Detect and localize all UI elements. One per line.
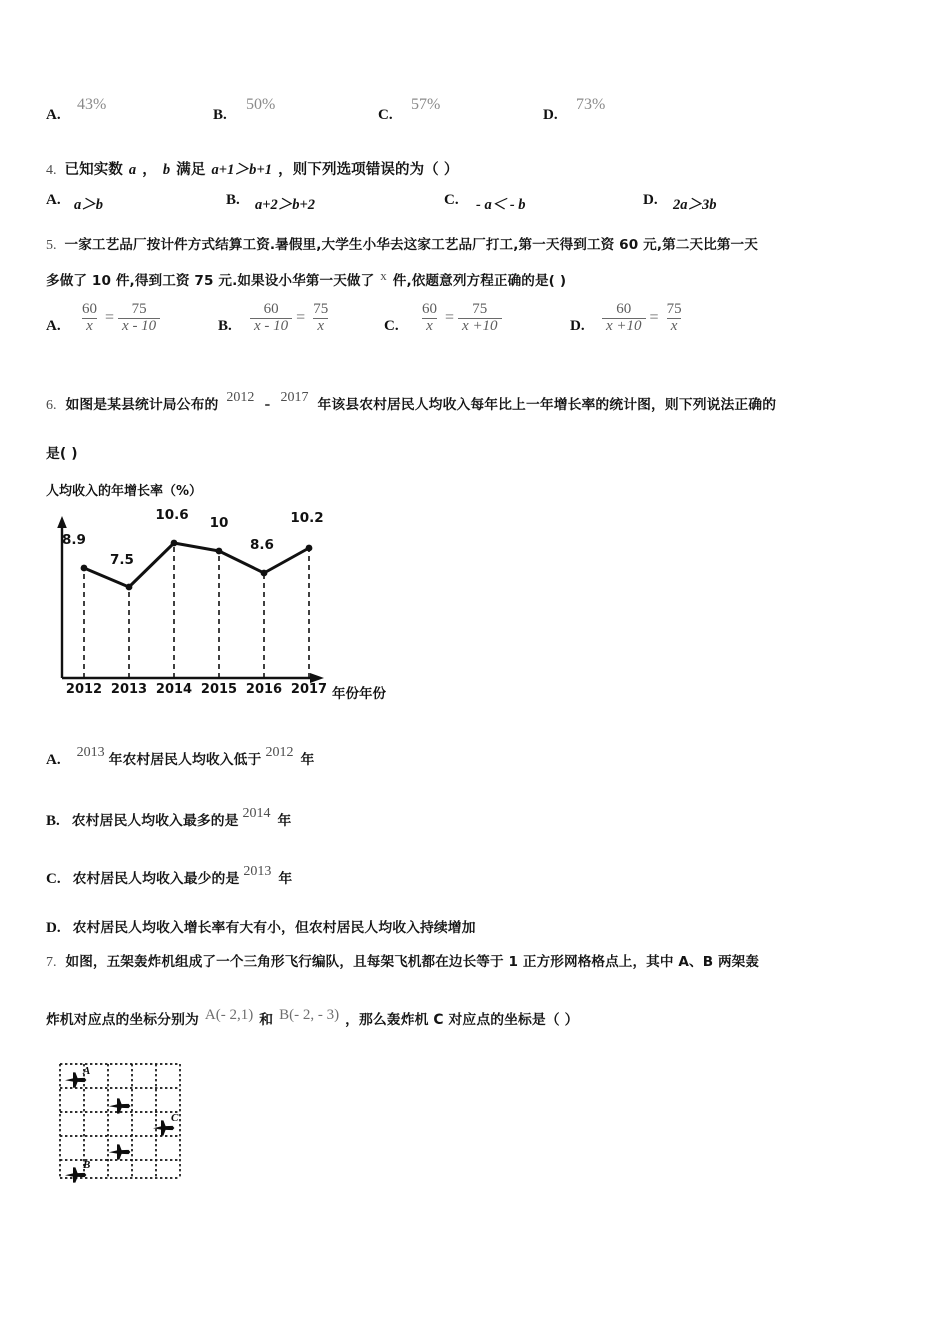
growth-rate-line-chart (44, 480, 444, 702)
q5-frac-b-left (250, 302, 292, 335)
q5-frac-a-left-den: x (82, 318, 97, 335)
chart-tick-2014: 2014 (155, 682, 193, 697)
q5-frac-d-right-num: 75 (666, 301, 682, 317)
q3-option-value-d: 73% (576, 96, 606, 113)
q7-stem-line-1 (46, 950, 936, 971)
airplane-formation-grid-figure (52, 1058, 192, 1184)
chart-point-label-2013: 7.5 (110, 552, 134, 568)
q6-option-a-post: 年 (300, 752, 315, 768)
q4-option-letter-c[interactable]: C. (444, 192, 459, 208)
q6-option-c (46, 864, 292, 888)
q6-option-a-year-1: 2013 (76, 745, 105, 760)
plane-marker-lower-center (109, 1144, 130, 1159)
q4-option-text-c: - a＜ - b (476, 197, 526, 213)
q6-year-dash: - (264, 397, 271, 413)
q5-frac-b-left-num: 60 (263, 301, 279, 317)
q4-options-row (46, 192, 926, 218)
chart-title: 人均收入的年增长率（%） (46, 484, 203, 499)
q5-option-equation-a (78, 302, 160, 335)
q6-stem-line2-text: 是( ) (46, 446, 78, 462)
q6-option-a (46, 745, 314, 769)
q6-option-letter-c[interactable]: C. (46, 871, 61, 887)
chart-point-2017 (306, 545, 313, 552)
q5-stem-text-2a: 多做了 10 件,得到工资 75 元.如果设小华第一天做了 (46, 273, 375, 289)
q3-option-letter-d[interactable]: D. (543, 107, 558, 123)
plane-grid-svg (52, 1058, 192, 1184)
q5-frac-c-right-den: x +10 (458, 318, 502, 335)
q5-frac-d-right (663, 302, 686, 335)
q4-comma: ， (142, 162, 157, 178)
q4-option-text-d: 2a＞3b (673, 197, 717, 213)
q3-option-letter-c[interactable]: C. (378, 107, 393, 123)
q7-stem-text-2c: ，那么轰炸机 C 对应点的坐标是（ ） (345, 1012, 579, 1028)
plane-label-b: B (83, 1159, 91, 1171)
chart-tick-2017: 2017 (290, 682, 328, 697)
q7-stem-line-2 (46, 1007, 936, 1029)
q6-year-to: 2017 (280, 390, 309, 405)
q4-stem-lead: 已知实数 (64, 162, 123, 178)
q5-option-letter-d[interactable]: D. (570, 318, 585, 334)
q3-option-value-a: 43% (77, 96, 107, 113)
q6-option-a-mid: 年农村居民人均收入低于 (108, 752, 262, 768)
q6-stem-line-1 (46, 390, 936, 414)
question-4 (46, 158, 926, 179)
chart-point-label-2012: 8.9 (62, 532, 86, 548)
q3-option-value-b: 50% (246, 96, 276, 113)
q4-option-letter-a[interactable]: A. (46, 192, 61, 208)
chart-tick-2015: 2015 (200, 682, 238, 697)
q5-option-equation-d (602, 302, 686, 335)
q6-number: 6. (46, 398, 57, 413)
q4-option-letter-d[interactable]: D. (643, 192, 658, 208)
q5-frac-d-right-den: x (667, 318, 682, 335)
q7-stem-text-1: 如图，五架轰炸机组成了一个三角形飞行编队，且每架飞机都在边长等于 1 正方形网格格点上，其中 A、B 两架轰 (65, 954, 760, 970)
chart-point-label-2016: 8.6 (250, 537, 274, 553)
q5-stem-text-2b: 件,依题意列方程正确的是( ) (392, 273, 567, 289)
q6-option-letter-d[interactable]: D. (46, 920, 61, 936)
q6-stem-post: 年该县农村居民人均收入每年比上一年增长率的统计图，则下列说法正确的 (317, 397, 777, 413)
q5-stem-line-1 (46, 233, 926, 254)
q5-option-letter-b[interactable]: B. (218, 318, 232, 334)
q5-variable-x: x (380, 268, 387, 283)
chart-tick-2013: 2013 (110, 682, 148, 697)
q3-option-letter-b[interactable]: B. (213, 107, 227, 123)
question-7-stem (46, 950, 936, 1029)
q6-stem-line-2 (46, 442, 936, 463)
chart-point-2014 (171, 540, 178, 547)
q5-frac-b-right (309, 302, 332, 335)
chart-point-2015 (216, 548, 223, 555)
q5-frac-c-left (418, 302, 441, 335)
q6-option-letter-b[interactable]: B. (46, 813, 60, 829)
q6-option-letter-a[interactable]: A. (46, 752, 61, 768)
q5-stem-text-1: 一家工艺品厂按计件方式结算工资.暑假里,大学生小华去这家工艺品厂打工,第一天得到工资 60 元,第二天比第一天 (64, 237, 758, 253)
q5-frac-a-right-den: x - 10 (118, 318, 160, 335)
chart-point-2013 (126, 584, 133, 591)
q5-frac-c-right (458, 302, 502, 335)
chart-x-axis-label: 年份年份 (332, 686, 386, 702)
q7-stem-text-2b: 和 (259, 1012, 274, 1028)
q5-frac-c-right-num: 75 (472, 301, 488, 317)
q5-frac-a-right-num: 75 (131, 301, 147, 317)
q5-frac-d-left-den: x +10 (602, 318, 646, 335)
q5-frac-a-right (118, 302, 160, 335)
q5-equals-c: = (445, 309, 455, 327)
q5-option-letter-a[interactable]: A. (46, 318, 61, 334)
chart-tick-2016: 2016 (245, 682, 283, 697)
q6-option-c-post: 年 (278, 871, 293, 887)
q7-number: 7. (46, 955, 57, 970)
q5-number: 5. (46, 238, 57, 253)
chart-point-label-2015: 10 (209, 515, 229, 531)
q5-frac-c-left-num: 60 (422, 301, 437, 317)
q6-option-d (46, 916, 476, 937)
plane-label-c: C (171, 1112, 179, 1124)
q5-frac-c-left-den: x (422, 318, 437, 335)
q3-option-value-c: 57% (411, 96, 441, 113)
q5-options-row (46, 298, 926, 348)
q4-option-text-b: a+2＞b+2 (255, 197, 316, 213)
chart-y-axis-arrow (57, 516, 67, 528)
q4-stem-tail: ，则下列选项错误的为（ ） (278, 162, 459, 178)
q7-stem-text-2a: 炸机对应点的坐标分别为 (46, 1012, 199, 1028)
q5-option-equation-b (250, 302, 332, 335)
q4-stem-line (46, 158, 926, 179)
q5-frac-a-left (78, 302, 101, 335)
chart-point-2016 (261, 570, 268, 577)
question-6-stem (46, 390, 936, 463)
question-5 (46, 233, 926, 290)
q4-var-b: b (162, 162, 171, 178)
q6-option-c-pre: 农村居民人均收入最少的是 (72, 871, 240, 887)
q6-year-from: 2012 (226, 390, 255, 405)
q5-frac-d-left-num: 60 (616, 301, 632, 317)
q5-frac-b-left-den: x - 10 (250, 318, 292, 335)
q4-option-text-a: a＞b (74, 197, 103, 213)
plane-label-a: A (83, 1065, 91, 1077)
q6-option-a-year-2: 2012 (265, 745, 294, 760)
q4-var-a: a (128, 162, 137, 178)
plane-markers (65, 1072, 174, 1182)
q5-stem-line-2 (46, 268, 926, 290)
q4-number: 4. (46, 163, 57, 178)
q4-option-letter-b[interactable]: B. (226, 192, 240, 208)
q6-option-b (46, 806, 291, 830)
q6-option-b-pre: 农村居民人均收入最多的是 (71, 813, 239, 829)
chart-point-label-2017: 10.2 (290, 510, 324, 526)
chart-svg (44, 500, 444, 690)
q6-option-c-year: 2013 (243, 864, 272, 879)
q5-frac-b-right-num: 75 (313, 301, 329, 317)
q5-option-letter-c[interactable]: C. (384, 318, 399, 334)
q5-frac-d-left (602, 302, 646, 335)
q5-equals-d: = (649, 309, 659, 327)
q5-frac-b-right-den: x (313, 318, 328, 335)
chart-point-label-2014: 10.6 (155, 507, 189, 523)
chart-tick-2012: 2012 (65, 682, 103, 697)
q6-option-b-year: 2014 (242, 806, 271, 821)
q3-options-row (46, 96, 906, 128)
q5-frac-a-left-num: 60 (82, 301, 97, 317)
q4-inequality: a+1＞b+1 (211, 162, 273, 178)
chart-point-2012 (81, 565, 88, 572)
q5-equals-a: = (105, 309, 115, 327)
q7-coordinate-a: A(- 2,1) (204, 1007, 254, 1023)
q7-coordinate-b: B(- 2, - 3) (279, 1007, 340, 1023)
q4-stem-mid: 满足 (176, 162, 206, 178)
q5-equals-b: = (296, 309, 306, 327)
q6-option-b-post: 年 (277, 813, 292, 829)
q3-option-letter-a[interactable]: A. (46, 107, 61, 123)
q5-option-equation-c (418, 302, 502, 335)
q6-stem-pre: 如图是某县统计局公布的 (65, 397, 219, 413)
q6-option-d-text: 农村居民人均收入增长率有大有小，但农村居民人均收入持续增加 (72, 920, 476, 936)
